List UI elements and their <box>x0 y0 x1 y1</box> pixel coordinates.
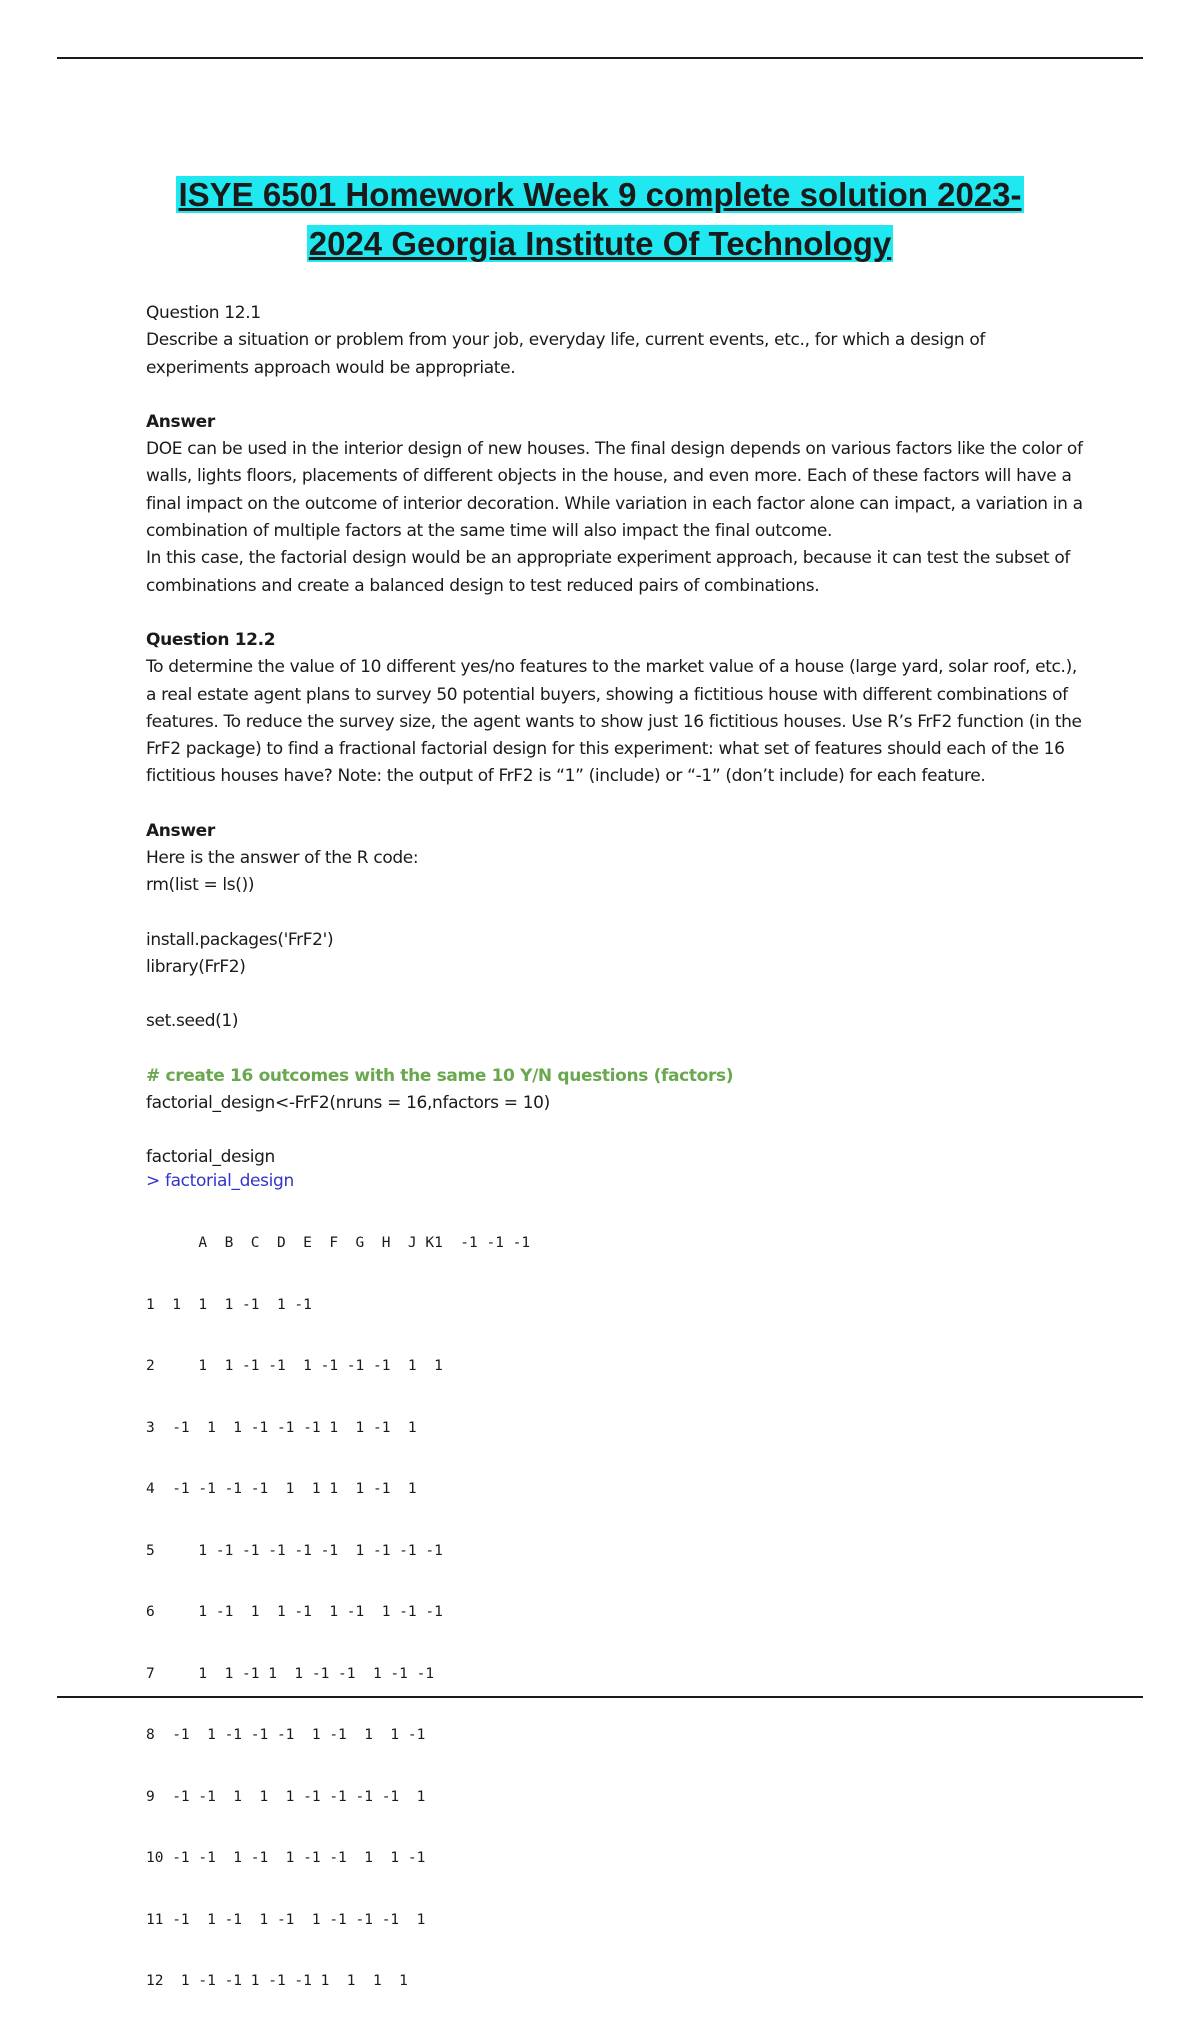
code-install: install.packages('FrF2') <box>146 929 334 950</box>
code-library: library(FrF2) <box>146 956 246 977</box>
document-body <box>146 300 1086 2033</box>
output-row: 9 -1 -1 1 1 1 -1 -1 -1 -1 1 <box>146 1788 426 1805</box>
question-12-1-text: Describe a situation or problem from your job, everyday life, current events, etc., for which a design of experiments approach would be appropriate. <box>146 330 986 378</box>
code-seed: set.seed(1) <box>146 1011 239 1032</box>
output-row: 10 -1 -1 1 -1 1 -1 -1 1 1 -1 <box>146 1850 426 1867</box>
title-line-2: 2024 Georgia Institute Of Technology <box>308 225 892 262</box>
code-rm: rm(list = ls()) <box>146 875 255 896</box>
output-row: 3 -1 1 1 -1 -1 -1 1 1 -1 1 <box>146 1419 417 1436</box>
console-prompt: > factorial_design <box>146 1171 294 1192</box>
code-frf2-call: factorial_design<-FrF2(nruns = 16,nfactors = 10) <box>146 1092 550 1113</box>
output-row: 12 1 -1 -1 1 -1 -1 1 1 1 1 <box>146 1973 408 1990</box>
output-row: 11 -1 1 -1 1 -1 1 -1 -1 -1 1 <box>146 1911 426 1928</box>
code-print: factorial_design <box>146 1147 275 1168</box>
question-12-1-label: Question 12.1 <box>146 303 261 323</box>
output-row: 7 1 1 -1 1 1 -1 -1 1 -1 -1 <box>146 1665 435 1682</box>
bottom-rule <box>57 1696 1143 1698</box>
question-12-2-text: To determine the value of 10 different yes/no features to the market value of a house (large yard, solar roof, etc.), a real estate agent plans to survey 50 potential buyers, showing a fictitious house with different combinations of features. To reduce the survey size, the agent wants to show just 16 fictitious houses. Use R’s FrF2 function (in the FrF2 package) to find a fractional factorial design for this experiment: what set of features should each of the 16 fictitious houses have? Note: the output of FrF2 is “1” (include) or “-1” (don’t include) for each feature. <box>146 657 1082 787</box>
answer-2-intro: Here is the answer of the R code: <box>146 848 419 869</box>
output-header: A B C D E F G H J K1 -1 -1 -1 <box>146 1235 531 1252</box>
answer-1-paragraph-1: DOE can be used in the interior design of new houses. The final design depends on various factors like the color of walls, lights floors, placements of different objects in the house, and even more. Each of these factors will have a final impact on the outcome of interior decoration. While variation in each factor alone can impact, a variation in a combination of multiple factors at the same time will also impact the final outcome. <box>146 439 1083 542</box>
answer-1-label: Answer <box>146 411 215 432</box>
output-row: 8 -1 1 -1 -1 -1 1 -1 1 1 -1 <box>146 1727 426 1744</box>
top-rule <box>57 57 1143 59</box>
answer-2-label: Answer <box>146 820 215 841</box>
question-12-2-label: Question 12.2 <box>146 629 276 650</box>
title-line-1: ISYE 6501 Homework Week 9 complete solution 2023- <box>178 176 1022 213</box>
output-row: 1 1 1 1 -1 1 -1 <box>146 1296 312 1313</box>
code-comment: # create 16 outcomes with the same 10 Y/N questions (factors) <box>146 1065 734 1086</box>
output-row: 5 1 -1 -1 -1 -1 -1 1 -1 -1 -1 <box>146 1542 443 1559</box>
console-output <box>146 1192 1086 2033</box>
output-row: 6 1 -1 1 1 -1 1 -1 1 -1 -1 <box>146 1604 443 1621</box>
output-row: 2 1 1 -1 -1 1 -1 -1 -1 1 1 <box>146 1358 443 1375</box>
answer-1-paragraph-2: In this case, the factorial design would be an appropriate experiment approach, because it can test the subset of combinations and create a balanced design to test reduced pairs of combinations. <box>146 548 1071 596</box>
output-row: 4 -1 -1 -1 -1 1 1 1 1 -1 1 <box>146 1481 417 1498</box>
document-title <box>100 170 1100 268</box>
